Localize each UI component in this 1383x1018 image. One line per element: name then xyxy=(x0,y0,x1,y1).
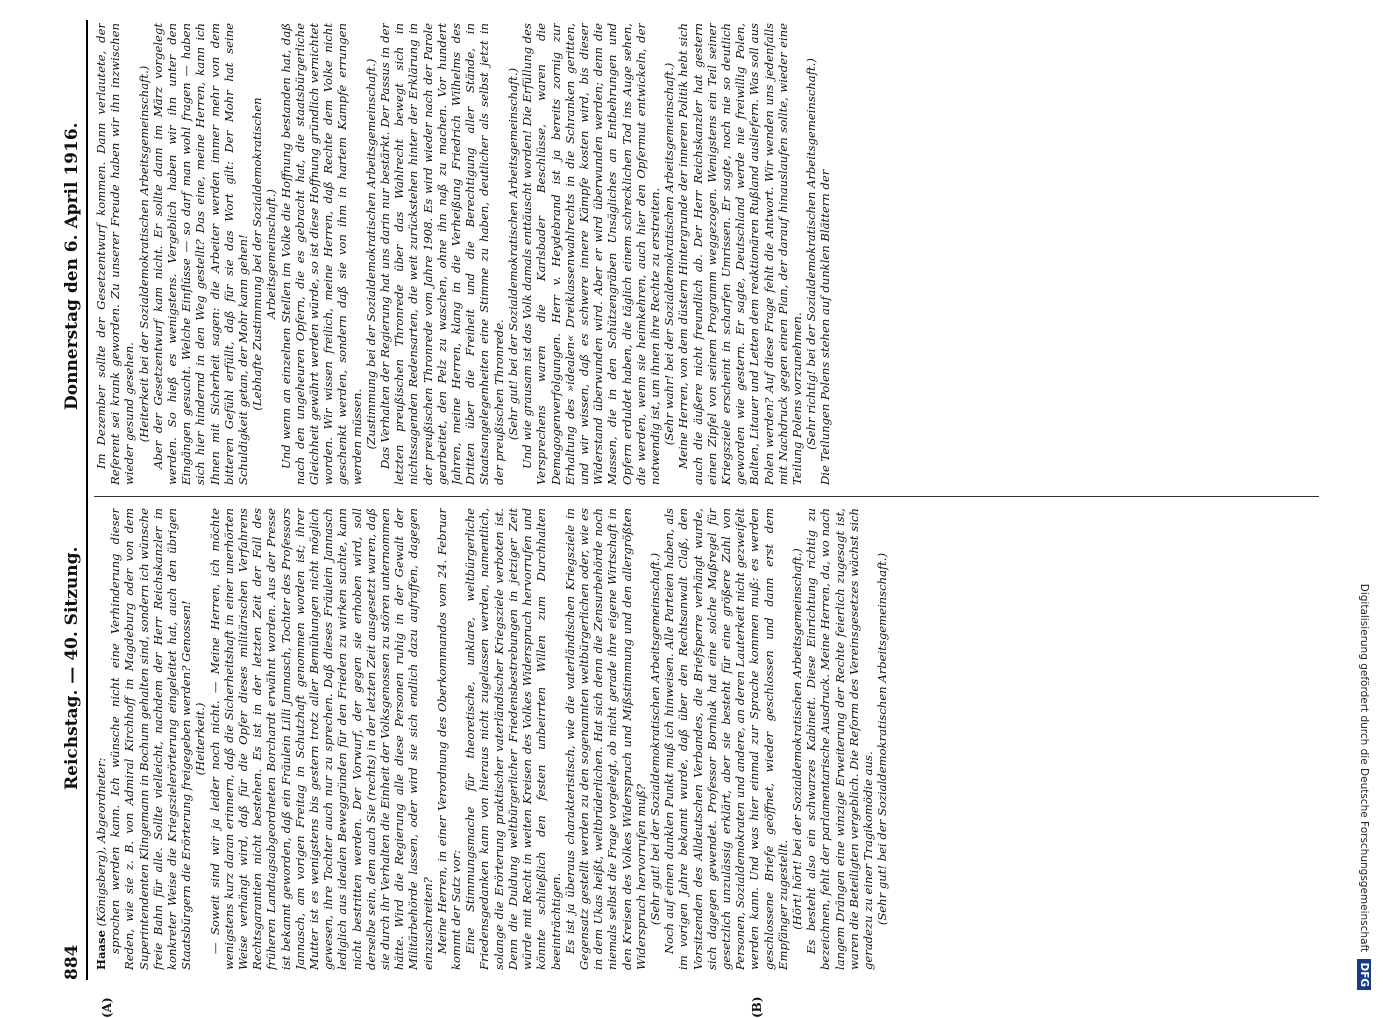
interjection: (Lebhafte Zustimmung bei der Sozialdemokratischen Arbeitsgemeinschaft.) xyxy=(250,23,278,485)
interjection: (Sehr gut! bei der Sozialdemokratischen Arbeitsgemeinschaft.) xyxy=(648,508,662,970)
paragraph: Es ist ja überaus charakteristisch, wie die vaterländischen Kriegsziele in Gegensatz gestellt werden zu den sogenannten weltbürgerlichen oder, wie es in dem Ukas heißt, weltbrüderlichen. Hat sich denn die Zensurbehörde noch niemals selbst die Frage vorgelegt, ob nicht gerade ihre eigene Wirtschaft in den Kreisen des Volkes Widerspruch und Mißstimmung und den allergrößten Widerspruch hervorrufen muß? xyxy=(563,508,648,970)
interjection: (Sehr gut! bei der Sozialdemokratischen Arbeitsgemeinschaft.) xyxy=(506,23,520,485)
dfg-logo: DFG xyxy=(1357,959,1371,990)
interjection: (Sehr wahr! bei der Sozialdemokratischen Arbeitsgemeinschaft.) xyxy=(662,23,676,485)
interjection: (Sehr richtig! bei der Sozialdemokratischen Arbeitsgemeinschaft.) xyxy=(804,23,818,485)
paragraph: — Soweit sind wir ja leider noch nicht. — Meine Herren, ich möchte wenigstens kurz daran erinnern, daß die Sicherheitshaft in einer unerhörten Weise verhängt wird, daß für die Opfer dieses militärischen Verfahrens Rechtsgarantien nicht bestehen. Es ist in der letzten Zeit der Fall des früheren Landtagsabgeordneten Borchardt erwähnt worden. Aus der Presse ist bekannt geworden, daß ein Fräulein Lilli Jannasch, Tochter des Professors Jannasch, am vorigen Freitag in Schutzhaft genommen worden ist; ihrer Mutter ist es wenigstens bis gestern trotz aller Bemühungen nicht möglich gewesen, ihre Tochter auch nur zu sprechen. Daß dieses Fräulein Jannasch lediglich aus idealen Beweggründen für den Frieden zu wirken suchte, kann nicht bestritten werden. Der Vorwurf, der gegen sie erhoben wird, soll derselbe sein, dem auch Sie (rechts) in der letzten Zeit ausgesetzt waren, daß sie durch ihr Verhalten die Einheit der Volksgenossen zu stören unternommen hätte. Wird die Regierung alle diese Personen ruhig in der Gewalt der Militärbehörde lassen, oder wird sie sich endlich dazu aufraffen, dagegen einzuschreiten? xyxy=(208,508,435,970)
paragraph: Im Dezember sollte der Gesetzentwurf kommen. Dann verlautete, der Referent sei krank geworden. Zu unserer Freude haben wir ihn inzwischen wieder gesund gesehen. xyxy=(94,23,137,485)
interjection: (Heiterkeit bei der Sozialdemokratischen Arbeitsgemeinschaft.) xyxy=(137,23,151,485)
paragraph: Die Teilungen Polens stehen auf dunklen Blättern der xyxy=(818,23,832,485)
running-head-right: Donnerstag den 6. April 1916. xyxy=(62,122,82,410)
paragraph: sprochen werden kann. Ich wünsche nicht eine Verhinderung dieser Reden, wie sie z. B. von Admiral Kirchhoff in Magdeburg oder von dem Superintendenten Klingemann in Bochum gehalten sind, sondern ich wünsche freie Bahn für alle. Sollte vielleicht, nachdem der Herr Reichskanzler in konkreter Weise die Kriegszielerörterung eingeleitet hat, auch den übrigen Staatsbürgern die Erörterung freigegeben werden? Genossen! xyxy=(108,508,193,970)
credit-text: Digitalisierung gefördert durch die Deutsche Forschungsgemeinschaft xyxy=(1358,584,1370,952)
paragraph: Meine Herren, in einer Verordnung des Oberkommandos vom 24. Februar kommt der Satz vor: xyxy=(435,508,463,970)
paragraph: Und wie grausam ist das Volk damals enttäuscht worden! Die Erfüllung des Versprechens waren die Karlsbader Beschlüsse, waren die Demagogenverfolgungen. Herr v. Heydebrand ist ja bereits zornig zur Erhaltung des »idealen« Dreiklassenwahlrechts in die Schranken geritten, und wir wissen, daß es schwere innere Kämpfe kosten wird, bis dieser Widerstand überwunden wird. Aber er wird überwunden werden; denn die Massen, die in den Schützengräben Unsägliches an Entbehrungen und Opfern erduldet haben, die täglich einem schrecklichen Tod ins Auge sehen, die werden, wenn sie heimkehren, auch hier den Opfermut entwickeln, der notwendig ist, um ihnen ihre Rechte zu erstreiten. xyxy=(520,23,662,485)
page-number: 884 xyxy=(62,945,82,981)
interjection: (Hört! hört! bei der Sozialdemokratischen Arbeitsgemeinschaft.) xyxy=(790,508,804,970)
interjection: (Heiterkeit.) xyxy=(193,508,207,970)
paragraph: Das Verhalten der Regierung hat uns darin nur bestärkt. Der Passus in der letzten preußischen Thronrede über das Wahlrecht bewegt sich in nichtssagenden Redensarten, die weit zurückstehen hinter der Erklärung in der preußischen Thronrede vom Jahre 1908. Es wird wieder nach der Parole gearbeitet, den Pelz zu waschen, ohne ihn naß zu machen. Vor hundert Jahren, meine Herren, klang in die Verheißung Friedrich Wilhelms des Dritten über die Freiheit und die Berechtigung aller Stände, in Staatsangelegenheiten eine Stimme zu haben, deutlicher als selbst jetzt in der preußischen Thronrede. xyxy=(378,23,506,485)
text-column-left xyxy=(94,508,1319,970)
margin-marker-a: (A) xyxy=(100,997,114,1018)
speaker-name: Haase xyxy=(94,930,108,970)
interjection: (Sehr gut! bei der Sozialdemokratischen Arbeitsgemeinschaft.) xyxy=(875,508,889,970)
interjection: (Zustimmung bei der Sozialdemokratischen Arbeitsgemeinschaft.) xyxy=(364,23,378,485)
speaker-note: (Königsberg), Abgeordneter: xyxy=(94,758,108,927)
paragraph: Meine Herren, von dem düstern Hintergrunde der inneren Politik hebt sich auch die äußere nicht freundlich ab. Der Herr Reichskanzler hat gestern einen Zipfel von seinem Programm weggezogen. Wenigstens ein Teil seiner Kriegsziele erscheint in scharfen Umrissen. Er sagte, noch nie so deutlich geworden wie gestern. Er sagte, Deutschland werde nie freiwillig Polen, Balten, Litauer und Letten dem reaktionären Rußland ausliefern. Was soll aus Polen werden? Auf diese Frage fehlt die Antwort. Wir wenden uns jedenfalls mit Nachdruck gegen einen Plan, der darauf hinauslaufen sollte, wieder eine Teilung Polens vorzunehmen. xyxy=(676,23,804,485)
paragraph: Und wenn an einzelnen Stellen im Volke die Hoffnung bestanden hat, daß nach den ungeheuren Opfern, die es gebracht hat, die staatsbürgerliche Gleichheit gewährt werden würde, so ist diese Hoffnung gründlich vernichtet worden. Wir wissen freilich, meine Herren, daß Rechte dem Volke nicht geschenkt werden, sondern daß sie von ihm in hartem Kampfe errungen werden müssen. xyxy=(279,23,364,485)
paragraph: Es besteht also ein schwarzes Kabinett. Diese Einrichtung richtig zu bezeichnen, fehlt der parlamentarische Ausdruck. Meine Herren, da, wo nach langem Drängen eine winzige Erweiterung der Rechte feierlich zugesagt ist, waren die Beteiligten vergeblich. Die Reform des Vereinsgesetzes wächst sich geradezu zu einer Tragikomödie aus. xyxy=(804,508,875,970)
document-page xyxy=(50,0,1350,1000)
paragraph: Noch auf einen dunklen Punkt muß ich hinweisen. Alle Parteien haben, als im vorigen Jahre bekannt wurde, daß über den Rechtsanwalt Claß, den Vorsitzenden des Alldeutschen Verbandes, die Briefsperre verhängt wurde, sich dagegen gewendet. Professor Bornhak hat eine solche Maßregel für gesetzlich unzulässig erklärt, aber sie besteht für eine größere Zahl von Personen, Sozialdemokraten und andere, an deren Lauterkeit nicht gezweifelt werden kann. Und was hier einmal zur Sprache kommen muß: es werden geschlossene Briefe geöffnet, wieder geschlossen und dann erst dem Empfänger zugestellt. xyxy=(662,508,790,970)
column-divider xyxy=(94,496,1319,497)
paragraph: Aber der Gesetzentwurf kam nicht. Er sollte dann im März vorgelegt werden. So hieß es wenigstens. Vergeblich haben wir ihn unter den Eingängen gesucht. Welche Einflüsse — so darf man wohl fragen — haben sich hier hindernd in den Weg gestellt? Das eine, meine Herren, kann ich Ihnen mit Sicherheit sagen: die Arbeiter werden immer mehr von dem bitteren Gefühl erfüllt, daß für sie das Wort gilt: Der Mohr hat seine Schuldigkeit getan, der Mohr kann gehen! xyxy=(151,23,250,485)
speaker-line xyxy=(94,508,108,970)
page-header xyxy=(60,20,88,980)
digitization-credit xyxy=(1352,10,1376,990)
quote-paragraph: Eine Stimmungsmache für theoretische, unklare, weltbürgerliche Friedensgedanken kann von hieraus nicht zugelassen werden, namentlich, solange die Erörterung praktischer vaterländischer Kriegsziele verboten ist. Denn die Duldung weltbürgerlicher Friedensbestrebungen in jetziger Zeit würde mit Recht in weiten Kreisen des Volkes Widerspruch hervorrufen und könnte schließlich den festen unbeirrten Willen zum Durchhalten beeinträchtigen. xyxy=(463,508,562,970)
margin-marker-b: (B) xyxy=(750,997,764,1018)
text-column-right xyxy=(94,23,1319,485)
running-head-left: Reichstag. — 40. Sitzung. xyxy=(62,547,82,790)
